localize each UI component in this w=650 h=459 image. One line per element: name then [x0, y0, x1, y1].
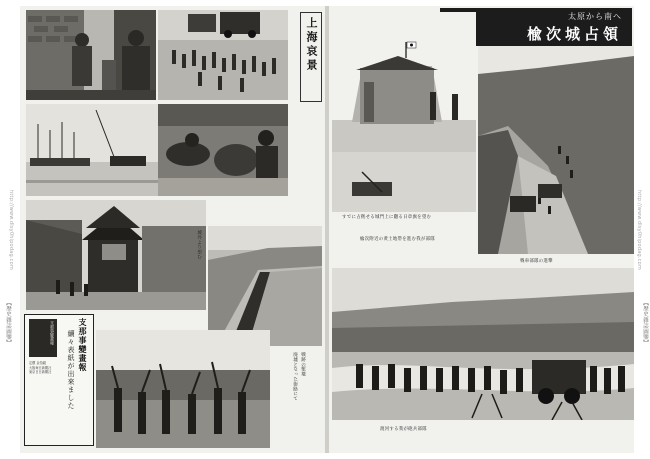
ad-book-cover: 支那事變畫報: [29, 319, 57, 357]
photo-trench: [208, 226, 322, 346]
right-caption-tanks: 戦車部隊の進撃: [520, 259, 553, 264]
left-margin-url: http://www.dlsy0hipodag.com: [8, 190, 14, 270]
right-caption-valley: 楡次附近の黄土地帯を進む我が部隊: [360, 237, 436, 242]
photo-watchtower: [332, 12, 476, 212]
right-caption-tower: すでに占拠せる城門上に翻る日章旗を望む: [342, 215, 432, 220]
photo-gate-tower: [26, 200, 206, 310]
photo-loess-valley: [478, 46, 634, 254]
ad-line: 定價 金拾錢: [29, 361, 46, 365]
ad-heading: 支那事變畫報: [78, 318, 88, 372]
photo-soldiers-kneeling: [158, 104, 288, 196]
shanghai-tag-box: [300, 12, 322, 102]
left-caption-trench: 戦跡の塹壕: [300, 352, 306, 377]
photo-harbor-boats: [26, 104, 158, 196]
left-caption-bottom: 廃墟となった街路にて: [292, 352, 298, 401]
right-caption-river: 渡河する我が砲兵部隊: [380, 427, 427, 432]
title-small: 太原から南へ: [568, 12, 622, 21]
title-large: 楡次城占領: [526, 25, 622, 43]
shanghai-tag: 上海哀景: [305, 17, 318, 73]
photo-river-crossing: [332, 268, 634, 420]
left-caption-gate: 城外より望む: [196, 230, 202, 260]
ad-subheading: 續々表紙が出來ました: [67, 330, 75, 410]
photo-soldiers-at-wall: [26, 10, 156, 100]
ad-line: 東京日日新聞社: [29, 370, 52, 374]
center-fold: [325, 6, 329, 453]
photo-soldiers-cheering: [96, 330, 270, 448]
photo-crowd-and-trucks: [158, 10, 288, 100]
right-margin-url: http://www.dlsy0hipodag.com: [636, 190, 642, 270]
right-margin-stamp: 【歷史雜誌圖鑒】: [642, 300, 648, 346]
left-margin-stamp: 【歷史雜誌圖鑒】: [5, 300, 11, 346]
ad-line: 大阪毎日新聞社: [29, 365, 52, 370]
